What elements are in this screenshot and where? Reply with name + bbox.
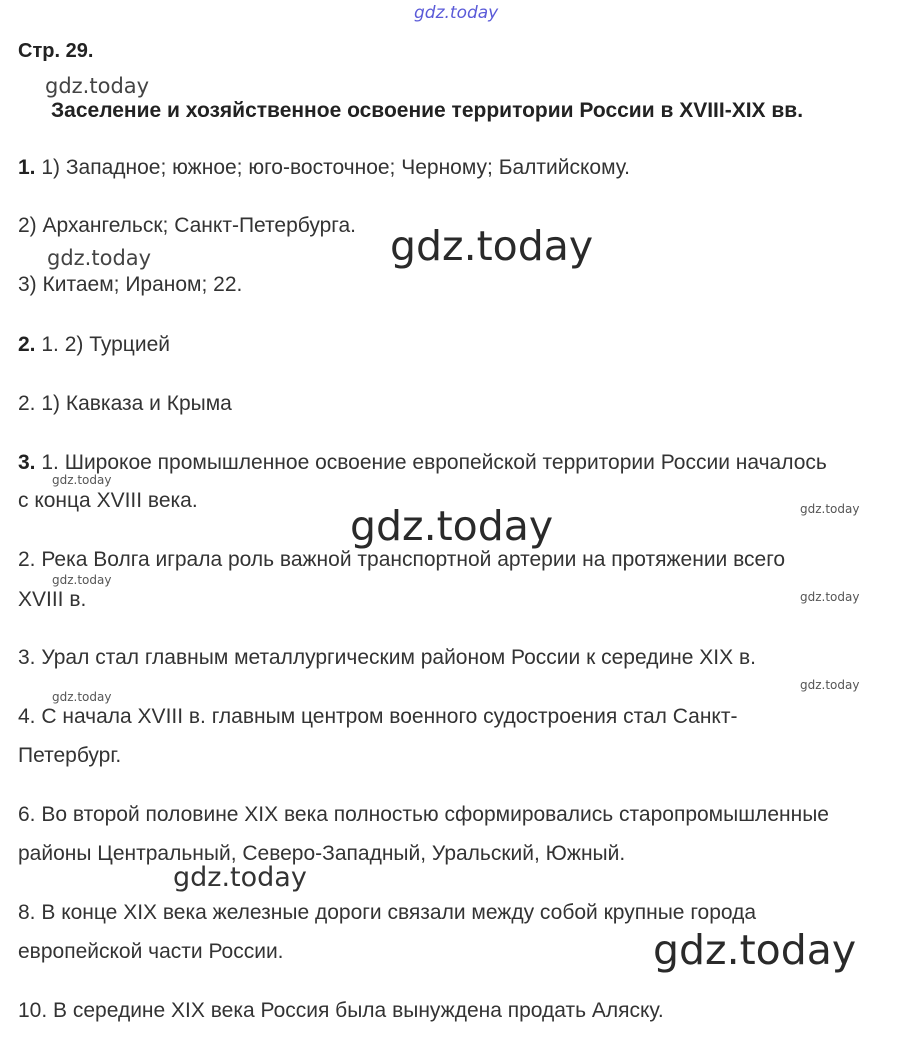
answer-line: 2) Архангельск; Санкт-Петербурга. bbox=[18, 214, 356, 237]
answer-line: с конца XVIII века. bbox=[18, 489, 198, 512]
answer-line: европейской части России. bbox=[18, 940, 284, 963]
answer-line: 2. Река Волга играла роль важной транспортной артерии на протяжении всего bbox=[18, 548, 786, 571]
watermark: gdz.today bbox=[350, 502, 554, 550]
watermark-top: gdz.today bbox=[414, 3, 499, 23]
watermark: gdz.today bbox=[52, 473, 112, 487]
watermark: gdz.today bbox=[800, 590, 860, 604]
answer-line: Петербург. bbox=[18, 744, 122, 767]
answer-text: 1. Широкое промышленное освоение европейской территории России началось bbox=[41, 451, 827, 474]
answer-line: 3. Урал стал главным металлургическим районом России к середине XIX в. bbox=[18, 646, 756, 669]
answer-line: 3) Китаем; Ираном; 22. bbox=[18, 273, 243, 296]
section-number: 3. bbox=[18, 451, 36, 474]
page-title: Заселение и хозяйственное освоение территории России в XVIII-XIX вв. bbox=[51, 99, 804, 122]
answer-line: 4. С начала XVIII в. главным центром военного судостроения стал Санкт- bbox=[18, 705, 738, 728]
answer-line bbox=[18, 156, 630, 180]
answer-line: 8. В конце XIX века железные дороги связали между собой крупные города bbox=[18, 901, 757, 924]
answer-line: 10. В середине XIX века Россия была вынуждена продать Аляску. bbox=[18, 999, 664, 1022]
watermark: gdz.today bbox=[800, 502, 860, 516]
answer-line bbox=[18, 333, 170, 357]
section-number: 1. bbox=[18, 156, 36, 179]
watermark: gdz.today bbox=[47, 246, 152, 270]
watermark: gdz.today bbox=[800, 678, 860, 692]
answer-line: районы Центральный, Северо-Западный, Уральский, Южный. bbox=[18, 842, 626, 865]
answer-text: 1. 2) Турцией bbox=[41, 333, 170, 356]
watermark: gdz.today bbox=[653, 926, 857, 974]
answer-line: XVIII в. bbox=[18, 588, 87, 611]
answer-line: 2. 1) Кавказа и Крыма bbox=[18, 392, 232, 415]
page-number: Стр. 29. bbox=[18, 40, 94, 62]
watermark: gdz.today bbox=[390, 222, 594, 270]
answer-text: 1) Западное; южное; юго-восточное; Черному; Балтийскому. bbox=[41, 156, 631, 179]
answer-line: 6. Во второй половине XIX века полностью сформировались старопромышленные bbox=[18, 803, 829, 826]
section-number: 2. bbox=[18, 333, 36, 356]
watermark: gdz.today bbox=[45, 74, 150, 98]
answer-line bbox=[18, 451, 827, 475]
watermark: gdz.today bbox=[173, 862, 307, 893]
watermark: gdz.today bbox=[52, 690, 112, 704]
watermark: gdz.today bbox=[52, 573, 112, 587]
